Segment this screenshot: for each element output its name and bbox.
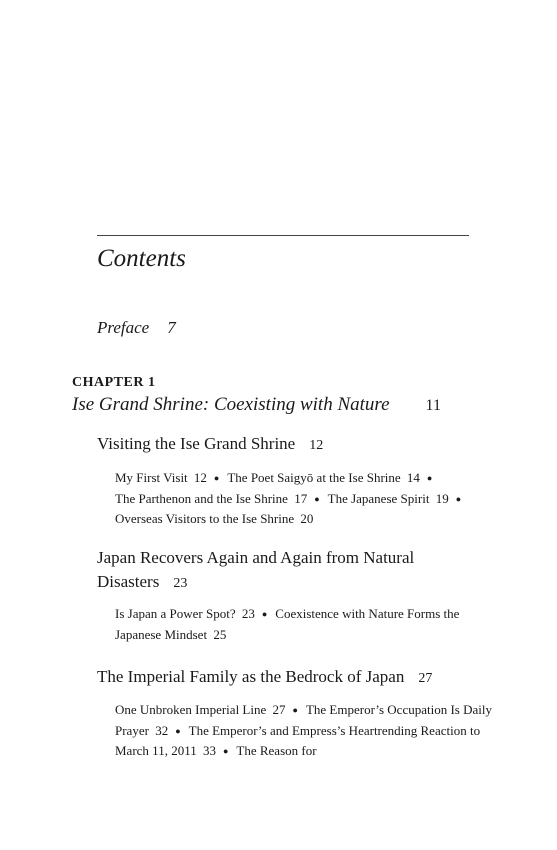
subsection-title: My First Visit <box>115 470 188 485</box>
bullet-separator: ● <box>261 609 268 619</box>
toc-entry-section-2[interactable] <box>97 546 437 596</box>
bullet-separator: ● <box>455 493 462 504</box>
bullet-separator: ● <box>426 473 433 483</box>
subsection-list-3 <box>115 700 495 762</box>
section-page: 27 <box>418 671 433 686</box>
section-page: 12 <box>309 438 324 453</box>
subsection-page: 12 <box>193 470 207 485</box>
toc-entry-subsection[interactable] <box>115 702 286 717</box>
top-rule <box>97 235 469 236</box>
chapter-label: CHAPTER 1 <box>72 375 156 390</box>
contents-heading: Contents <box>97 245 186 272</box>
subsection-title: One Unbroken Imperial Line <box>115 702 267 717</box>
subsection-title: The Reason for <box>236 743 317 758</box>
subsection-list-1 <box>115 468 495 529</box>
subsection-page: 14 <box>406 470 420 485</box>
subsection-title: The Emperor’s and Empress’s Heartrending Reaction to March 11, 2011 <box>115 722 481 758</box>
toc-entry-subsection[interactable] <box>236 743 316 758</box>
subsection-title: Overseas Visitors to the Ise Shrine <box>115 511 295 526</box>
chapter-title: Ise Grand Shrine: Coexisting with Nature <box>72 394 390 415</box>
toc-entry-section-1[interactable] <box>97 432 487 458</box>
toc-entry-subsection[interactable] <box>115 491 307 506</box>
subsection-page: 19 <box>435 490 449 506</box>
subsection-page: 33 <box>202 743 216 758</box>
subsection-list-2 <box>115 604 495 644</box>
section-title: Visiting the Ise Grand Shrine <box>97 434 296 453</box>
subsection-title: Is Japan a Power Spot? <box>115 606 236 621</box>
subsection-page: 32 <box>155 722 169 738</box>
toc-entry-subsection[interactable] <box>115 470 207 485</box>
toc-entry-chapter-1[interactable] <box>72 393 441 418</box>
subsection-title: Coexistence with Nature Forms the Japanese Mindset <box>115 606 460 642</box>
subsection-title: The Emperor’s Occupation Is Daily Prayer <box>115 702 492 738</box>
toc-entry-subsection[interactable] <box>227 470 420 485</box>
subsection-page: 23 <box>241 606 255 621</box>
bullet-separator: ● <box>213 473 220 483</box>
subsection-page: 17 <box>294 490 308 506</box>
bullet-separator: ● <box>175 725 181 736</box>
subsection-title: The Parthenon and the Ise Shrine <box>115 490 288 506</box>
subsection-page: 20 <box>300 511 314 526</box>
subsection-title: The Japanese Spirit <box>327 490 430 506</box>
section-title: Japan Recovers Again and Again from Natural Disasters <box>97 548 415 591</box>
subsection-title: The Poet Saigyō at the Ise Shrine <box>227 470 401 485</box>
section-title: The Imperial Family as the Bedrock of Japan <box>97 667 405 686</box>
bullet-separator: ● <box>222 746 229 756</box>
subsection-page: 27 <box>272 702 286 717</box>
toc-entry-section-3[interactable] <box>97 665 487 691</box>
toc-entry-subsection[interactable] <box>115 511 313 526</box>
toc-entry-subsection[interactable] <box>328 491 449 506</box>
chapter-page: 11 <box>425 397 441 414</box>
preface-title: Preface <box>97 318 150 337</box>
preface-page: 7 <box>167 318 176 337</box>
toc-entry-subsection[interactable] <box>115 606 255 621</box>
subsection-page: 25 <box>213 626 227 642</box>
bullet-separator: ● <box>292 705 298 715</box>
bullet-separator: ● <box>314 493 320 504</box>
section-page: 23 <box>173 576 188 591</box>
toc-entry-preface[interactable] <box>97 317 176 339</box>
